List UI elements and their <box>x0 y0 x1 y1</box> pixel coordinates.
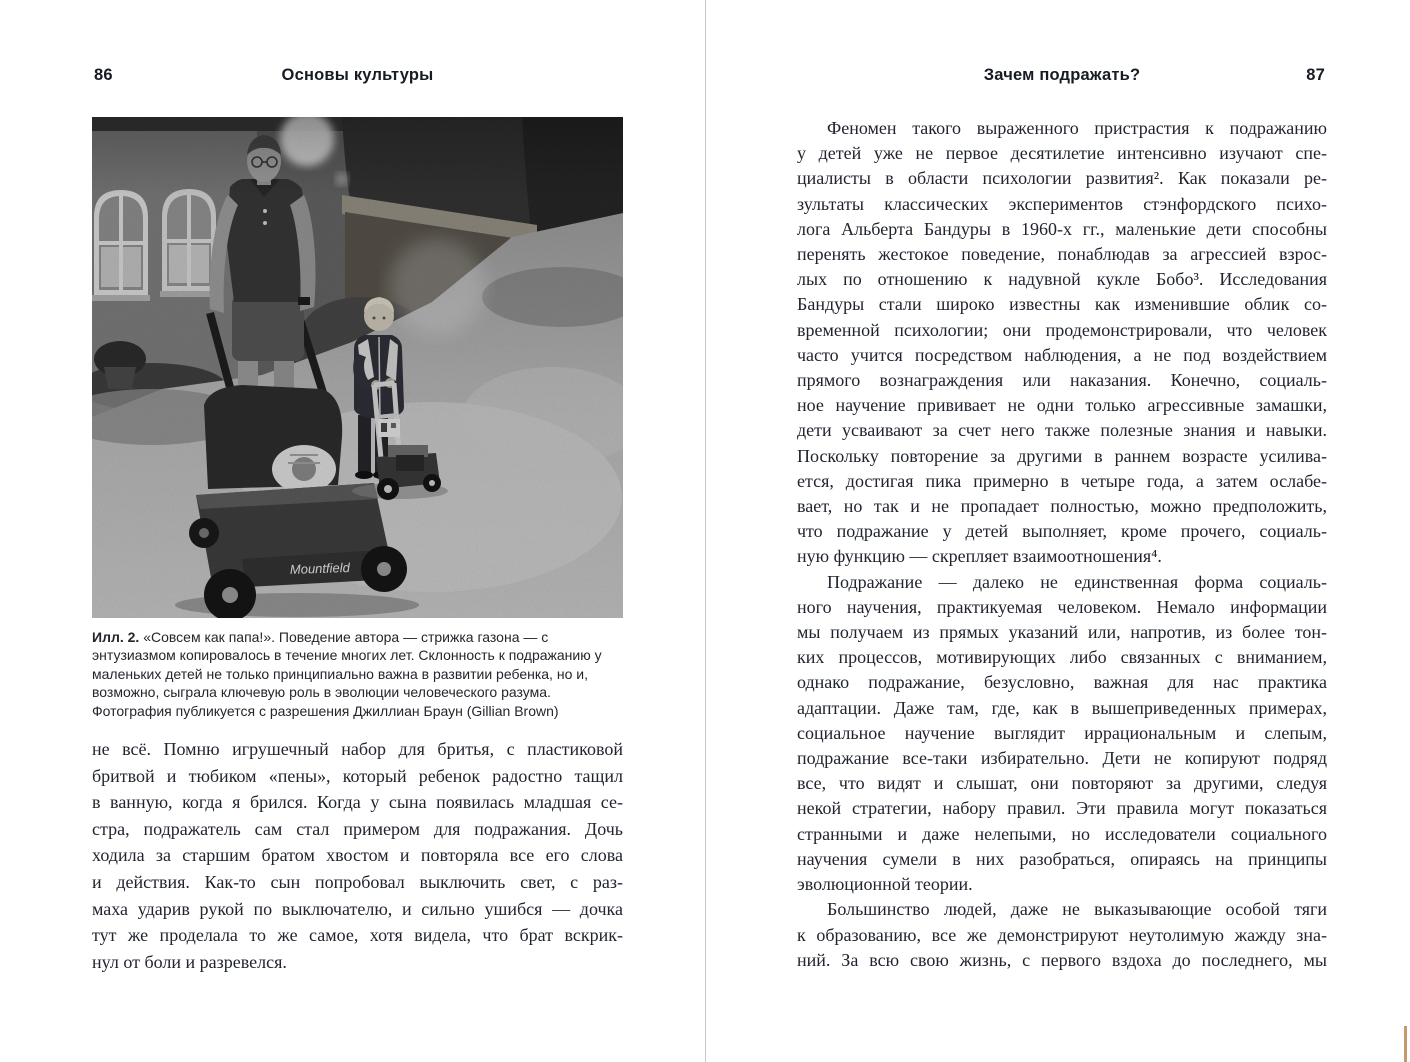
body-line: Феномен такого выраженного пристрастия к подражанию <box>827 118 1327 138</box>
body-line: лых по отношению к надувной кукле Бобо³. Исследования <box>797 269 1327 290</box>
body-line: все, что видят и слышат, они повторяют за другими, следуя <box>797 773 1327 794</box>
body-line: странными и даже нелепыми, но исследователи социального <box>797 823 1327 844</box>
body-line: что подражание у детей выполняет, кроме прочего, социаль- <box>797 521 1327 542</box>
body-line: ний. За всю свою жизнь, с первого вздоха до последнего, мы <box>797 949 1327 970</box>
body-line: ное научение прививает не одни только агрессивные замашки, <box>797 395 1327 416</box>
body-line: Поскольку повторение за другими в раннем возрасте усилива- <box>797 445 1327 466</box>
body-line: ется, достигая пика примерно в четыре года, а затем ослабе- <box>797 470 1327 491</box>
body-line: и действия. Как-то сын попробовал выключить свет, с раз- <box>92 871 623 892</box>
running-head-right: Зачем подражать? <box>983 66 1141 84</box>
body-line: социальное научение выглядит иррациональным и слепым, <box>797 722 1327 743</box>
body-line: прямого вознаграждения или наказания. Конечно, социаль- <box>797 370 1327 391</box>
body-line: не всё. Помню игрушечный набор для бритья, с пластиковой <box>92 739 623 759</box>
body-line: часто учится посредством наблюдения, а не под воздействием <box>797 344 1327 365</box>
page-number-right: 87 <box>1306 66 1325 84</box>
right-page-header <box>797 66 1327 88</box>
body-line: ких процессов, мотивирующих либо связанных с вниманием, <box>797 647 1327 668</box>
mower-brand-label: Mountfield <box>289 559 351 578</box>
body-line: мы получаем из прямых указаний или, напротив, из более тон- <box>797 622 1327 643</box>
body-line: временной психологии; они продемонстрировали, что человек <box>797 319 1327 340</box>
body-line: вает, но так и не пропадает полностью, можно предположить, <box>797 496 1327 517</box>
body-line: ходила за старшим братом хвостом и повторяла все его слова <box>92 845 623 866</box>
body-line: научения сумели в них разобраться, опираясь на принципы <box>797 848 1327 869</box>
body-line: дети усваивают за счет него также полезные знания и навыки. <box>797 420 1327 441</box>
bookmark-ribbon <box>1404 1026 1407 1062</box>
body-line: подражание все-таки избирательно. Дети не копируют подряд <box>797 748 1327 769</box>
photo-grain <box>92 117 623 618</box>
body-line: однако подражание, безусловно, важная для нас практика <box>797 672 1327 693</box>
right-page-body <box>797 116 1327 973</box>
body-line: циалисты в области психологии развития². Как показали ре- <box>797 168 1327 189</box>
body-line: перенять жестокое поведение, понаблюдав за агрессией взрос- <box>797 244 1327 265</box>
body-line: у детей уже не первое десятилетие интенсивно изучают спе- <box>797 143 1327 164</box>
body-line: Большинство людей, даже не выказывающие особой тяги <box>827 899 1327 920</box>
body-line: тут же проделала то же самое, хотя видела, что брат вскрик- <box>92 925 623 946</box>
page-number-left: 86 <box>94 66 113 84</box>
body-line: эволюционной теории. <box>797 874 973 895</box>
body-line: стра, подражатель сам стал примером для подражания. Дочь <box>92 818 623 839</box>
figure-caption <box>92 628 630 720</box>
figure-caption-text: «Совсем как папа!». Поведение автора — стрижка газона — с энтузиазмом копировалось в течение многих лет. Склонность к подражанию у маленьких детей не только принципиально важна в развитии ребенка, но и, возможно, сыграла ключевую роль в эволюции человеческого разума. Фотография публикуется с разрешения Джиллиан Браун (Gillian Brown) <box>92 629 602 719</box>
photo-illustration <box>92 117 623 618</box>
figure-caption-label: Илл. 2. <box>92 629 140 645</box>
body-line: лога Альберта Бандуры в 1960-х гг., маленькие дети способны <box>797 218 1327 239</box>
body-line: ного научения, практикуемая человеком. Немало информации <box>797 596 1327 617</box>
body-line: маха ударив рукой по выключателю, и сильно ушибся — дочка <box>92 898 623 919</box>
body-line: ную функцию — скрепляет взаимоотношения⁴. <box>797 546 1162 567</box>
body-line: адаптации. Даже там, где, как в вышеприведенных примерах, <box>797 697 1327 718</box>
body-line: Подражание — далеко не единственная форма социаль- <box>827 571 1327 592</box>
body-line: к образованию, все же демонстрируют неутолимую жажду зна- <box>797 924 1327 945</box>
body-line: Бандуры стали широко известны как изменившие облик со- <box>797 294 1327 315</box>
left-page-header <box>92 66 623 88</box>
body-line: бритвой и тюбиком «пены», который ребенок радостно тащил <box>92 765 623 786</box>
body-line: зультаты классических экспериментов стэнфордского психо- <box>797 193 1327 214</box>
left-page-body <box>92 736 623 975</box>
running-head-left: Основы культуры <box>281 66 434 84</box>
body-line: нул от боли и разревелся. <box>92 951 287 972</box>
body-line: некой стратегии, набору правил. Эти правила могут показаться <box>797 798 1327 819</box>
page-gutter-divider <box>705 0 706 1062</box>
body-line: в ванную, когда я брился. Когда у сына появилась младшая се- <box>92 792 623 813</box>
